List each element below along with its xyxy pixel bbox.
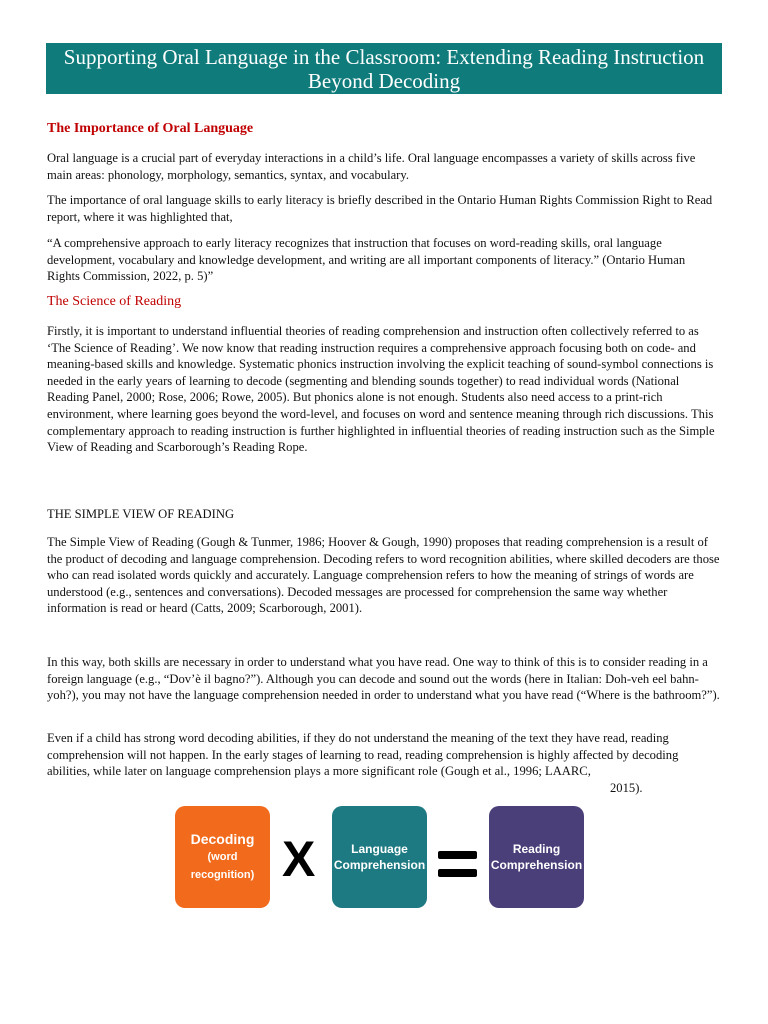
decoding-box	[175, 806, 270, 908]
paragraph-simple-view-3-end: 2015).	[610, 781, 643, 795]
heading-importance: The Importance of Oral Language	[47, 121, 254, 136]
paragraph-importance-2: The importance of oral language skills to early literacy is briefly described in the Ontario Human Rights Commission Right to Read report, where it was highlighted that,	[47, 193, 713, 224]
paragraph-simple-view-1: The Simple View of Reading (Gough & Tunmer, 1986; Hoover & Gough, 1990) proposes that reading comprehension is a result of the product of decoding and language comprehension. Decoding refers to word recognition abilities, where skilled decoders are those who can read isolated words quickly and accurately. Language comprehension refers to how the meaning of strings of words are understood (e.g., sentences and conversations). Decoded messages are processed for comprehension the same way whether information is read or heard (Catts, 2009; Scarborough, 2001).	[47, 535, 720, 616]
paragraph-simple-view-2: In this way, both skills are necessary in order to understand what you have read. One way to think of this is to consider reading in a foreign language (e.g., “Dov’è il bagno?”). Although you can decode and sound out the words (here in Italian: Doh-veh eel bahn-yoh?), you may not have the language comprehension needed in order to understand what you have read (“Where is the bathroom?”).	[47, 655, 720, 703]
paragraph-simple-view-3	[47, 730, 723, 795]
paragraph-importance-1: Oral language is a crucial part of everyday interactions in a child’s life. Oral language encompasses a variety of skills across five main areas: phonology, morphology, semantics, syntax, and vocabulary.	[47, 151, 696, 182]
reading-label-line2: Comprehension	[490, 858, 583, 872]
decoding-label: Decoding	[190, 831, 255, 847]
language-label-line2: Comprehension	[333, 858, 426, 872]
page-title: Supporting Oral Language in the Classroom: Extending Reading Instruction Beyond Decoding	[46, 43, 722, 94]
reading-label-line1: Reading	[512, 842, 561, 856]
paragraph-science: Firstly, it is important to understand influential theories of reading comprehension and instruction often collectively referred to as ‘The Science of Reading’. We now know that reading instruction requires a comprehensive approach focusing both on code- and meaning-based skills and knowledge. Systematic phonics instruction involving the explicit teaching of sound-symbol connections is needed in the early years of learning to decode (segmenting and blending sounds together) to read individual words (National Reading Panel, 2000; Rose, 2006; Rowe, 2005). But phonics alone is not enough. Students also need access to a print-rich environment, where learning goes beyond the word-level, and focuses on word and sentence meaning through rich discussions. This complementary approach to reading instruction is further highlighted in influential theories of reading instruction such as the Simple View of Reading and Scarborough’s Reading Rope.	[47, 324, 715, 455]
decoding-sub-label: (word recognition)	[190, 851, 255, 881]
reading-comprehension-box	[489, 806, 584, 908]
heading-science: The Science of Reading	[47, 294, 182, 309]
language-label-line1: Language	[351, 842, 408, 856]
multiply-icon: X	[282, 831, 316, 887]
language-comprehension-box	[332, 806, 427, 908]
equals-icon	[438, 851, 477, 887]
paragraph-simple-view-3-text: Even if a child has strong word decoding abilities, if they do not understand the meaning of the text they have read, reading comprehension will not happen. In the early stages of learning to read, reading comprehension is highly affected by decoding abilities, while later on language comprehension plays a more significant role (Gough et al., 1996; LAARC,	[47, 731, 679, 779]
heading-simple-view: THE SIMPLE VIEW OF READING	[47, 507, 235, 521]
quote-ohrc: “A comprehensive approach to early literacy recognizes that instruction that focuses on word-reading skills, oral language development, vocabulary and knowledge development, and writing are all important components of literacy.” (Ontario Human Rights Commission, 2022, p. 5)”	[47, 236, 686, 284]
